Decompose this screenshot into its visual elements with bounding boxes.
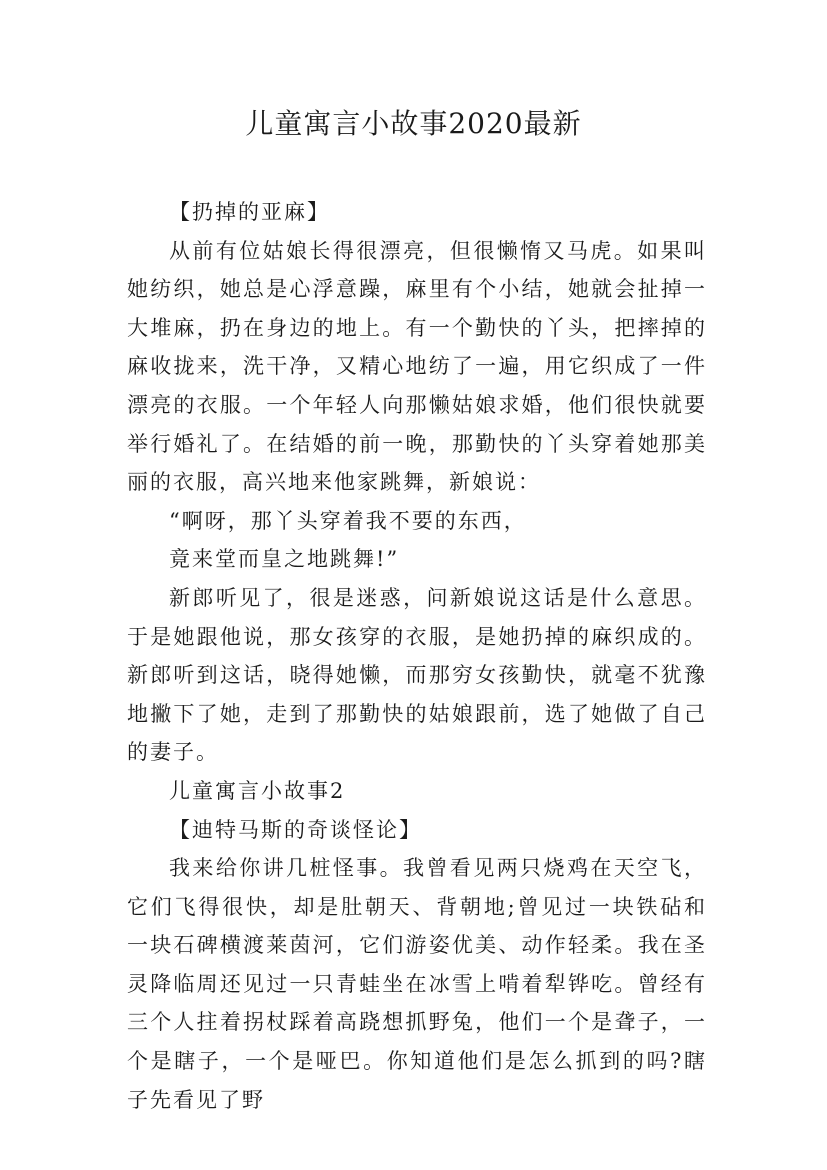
paragraph: 新郎听见了，很是迷惑，问新娘说这话是什么意思。于是她跟他说，那女孩穿的衣服，是她扔掉的麻织成的。新郎听到这话，晓得她懒，而那穷女孩勤快，就毫不犹豫地撇下了她，走到了那勤快的姑娘跟前，选了她做了自己的妻子。 bbox=[127, 585, 707, 765]
document-title: 儿童寓言小故事2020最新 bbox=[245, 107, 582, 140]
quote-line: 竟来堂而皇之地跳舞!” bbox=[169, 547, 400, 572]
paragraph: 从前有位姑娘长得很漂亮，但很懒惰又马虎。如果叫她纺织，她总是心浮意躁，麻里有个小结，她就会扯掉一大堆麻，扔在身边的地上。有一个勤快的丫头，把摔掉的麻收拢来，洗干净，又精心地纺了一遍，用它织成了一件漂亮的衣服。一个年轻人向那懒姑娘求婚，他们很快就要举行婚礼了。在结婚的前一晚，那勤快的丫头穿着她那美丽的衣服，高兴地来他家跳舞，新娘说： bbox=[127, 238, 707, 495]
story-heading: 儿童寓言小故事2 bbox=[169, 778, 346, 803]
section-heading: 【迪特马斯的奇谈怪论】 bbox=[169, 817, 422, 842]
section-heading: 【扔掉的亚麻】 bbox=[169, 200, 330, 224]
quote-line: “啊呀，那丫头穿着我不要的东西， bbox=[169, 508, 527, 533]
document-body bbox=[127, 193, 707, 1119]
paragraph: 我来给你讲几桩怪事。我曾看见两只烧鸡在天空飞，它们飞得很快，却是肚朝天、背朝地;曾见过一块铁砧和一块石碑横渡莱茵河，它们游姿优美、动作轻柔。我在圣灵降临周还见过一只青蛙坐在冰雪上啃着犁铧吃。曾经有三个人拄着拐杖踩着高跷想抓野兔，他们一个是聋子，一个是瞎子，一个是哑巴。你知道他们是怎么抓到的吗?瞎子先看见了野 bbox=[127, 856, 707, 1112]
